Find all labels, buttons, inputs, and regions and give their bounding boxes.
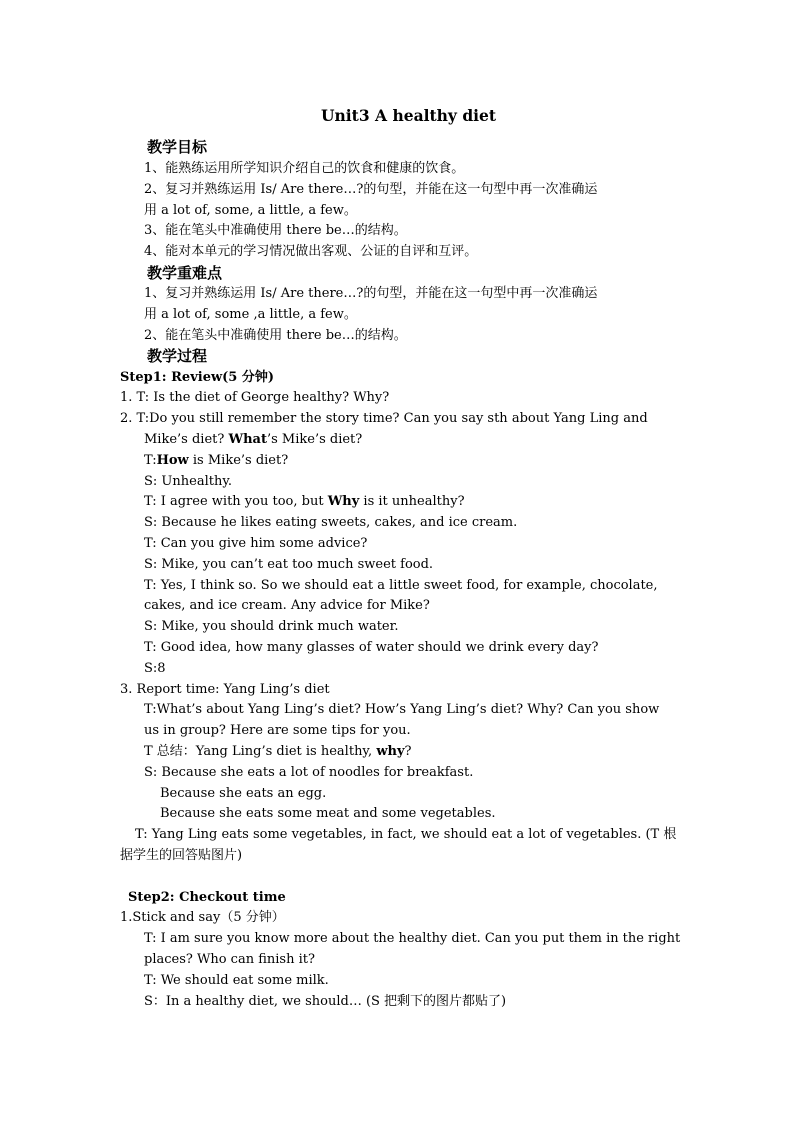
step2-heading: Step2: Checkout time [128, 890, 286, 905]
step1-line: Mike’s diet? What’s Mike’s diet? [144, 432, 363, 447]
key-point-item: 2、能在笔头中准确使用 there be…的结构。 [144, 328, 407, 343]
step1-line: 3. Report time: Yang Ling’s diet [120, 682, 330, 697]
step2-line: T: We should eat some milk. [144, 973, 329, 988]
step1-line: T 总结：Yang Ling’s diet is healthy, why? [144, 744, 412, 759]
step2-line: S：In a healthy diet, we should… (S 把剩下的图片都贴了) [144, 994, 507, 1009]
step1-line: 据学生的回答贴图片) [120, 848, 243, 863]
process-heading: 教学过程 [147, 347, 208, 365]
step1-line: 1. T: Is the diet of George healthy? Why? [120, 390, 390, 405]
step2-line: 1.Stick and say（5 分钟） [120, 910, 285, 925]
step1-line: S: Mike, you can’t eat too much sweet food. [144, 557, 434, 572]
step1-line: S: Mike, you should drink much water. [144, 619, 399, 634]
step1-line: S:8 [144, 661, 166, 676]
step1-line: T: Good idea, how many glasses of water should we drink every day? [144, 640, 599, 655]
step2-line: places? Who can finish it? [144, 952, 315, 967]
step1-line: S: Unhealthy. [144, 474, 233, 489]
step1-line: Because she eats some meat and some vegetables. [160, 806, 496, 821]
step1-line: T: I agree with you too, but Why is it unhealthy? [144, 494, 465, 509]
page-title: Unit3 A healthy diet [321, 106, 497, 125]
objective-item: 3、能在笔头中准确使用 there be…的结构。 [144, 223, 407, 238]
key-point-item: 1、复习并熟练运用 Is/ Are there…?的句型，并能在这一句型中再一次准确运 [144, 286, 598, 301]
objective-item: 2、复习并熟练运用 Is/ Are there…?的句型，并能在这一句型中再一次准确运 [144, 182, 598, 197]
step1-line: S: Because she eats a lot of noodles for breakfast. [144, 765, 474, 780]
key-point-item: 用 a lot of, some ,a little, a few。 [144, 307, 357, 322]
key-points-heading: 教学重难点 [147, 264, 223, 282]
step1-line: T: Yes, I think so. So we should eat a little sweet food, for example, chocolate, [144, 578, 658, 593]
step1-line: T: Can you give him some advice? [144, 536, 368, 551]
objective-item: 用 a lot of, some, a little, a few。 [144, 203, 357, 218]
step1-line: T:What’s about Yang Ling’s diet? How’s Yang Ling’s diet? Why? Can you show [144, 702, 660, 717]
step1-line: us in group? Here are some tips for you. [144, 723, 411, 738]
objective-item: 1、能熟练运用所学知识介绍自己的饮食和健康的饮食。 [144, 161, 465, 176]
step1-line: T:How is Mike’s diet? [144, 453, 289, 468]
step1-line: cakes, and ice cream. Any advice for Mike? [144, 598, 430, 613]
objective-item: 4、能对本单元的学习情况做出客观、公证的自评和互评。 [144, 244, 478, 259]
step2-line: T: I am sure you know more about the healthy diet. Can you put them in the right [144, 931, 681, 946]
step1-line: S: Because he likes eating sweets, cakes, and ice cream. [144, 515, 518, 530]
step1-line: 2. T:Do you still remember the story time? Can you say sth about Yang Ling and [120, 411, 648, 426]
objectives-heading: 教学目标 [147, 138, 208, 156]
step1-line: T: Yang Ling eats some vegetables, in fact, we should eat a lot of vegetables. (T 根 [135, 827, 677, 842]
step1-line: Because she eats an egg. [160, 786, 327, 801]
step1-heading: Step1: Review(5 分钟) [120, 370, 275, 385]
